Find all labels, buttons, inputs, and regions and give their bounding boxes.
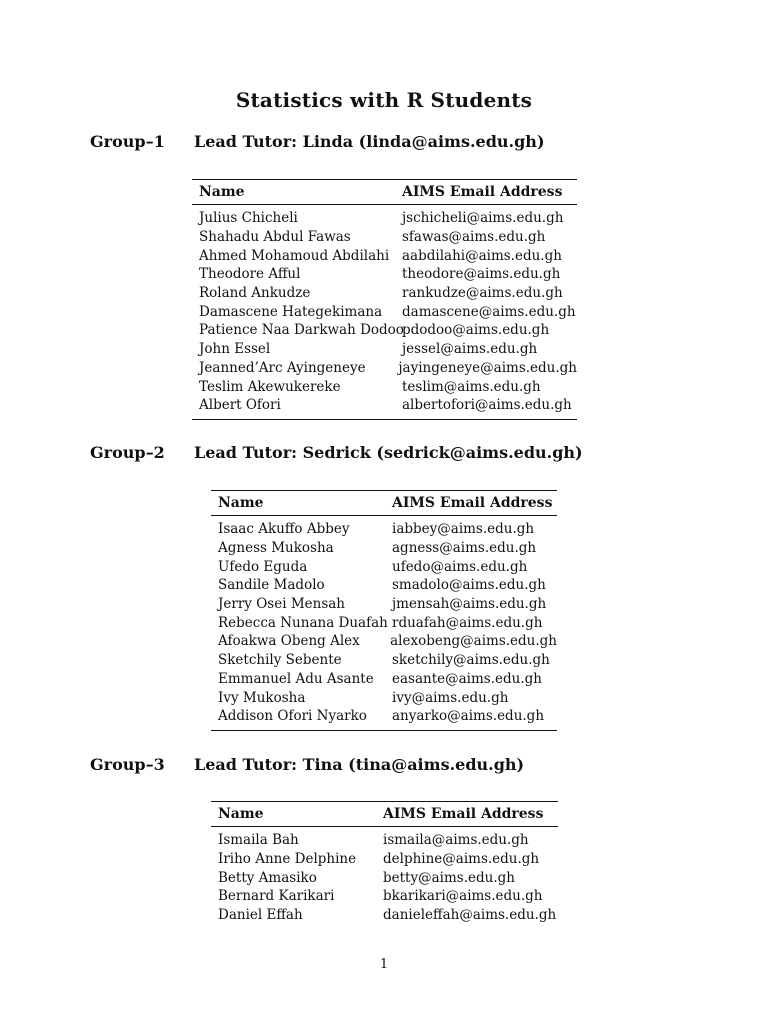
student-name: Shahadu Abdul Fawas: [199, 229, 351, 246]
table-row: [211, 576, 557, 595]
student-email: jmensah@aims.edu.gh: [392, 596, 547, 613]
group-1-tutor: Lead Tutor: Linda (linda@aims.edu.gh): [194, 132, 545, 151]
student-email: ivy@aims.edu.gh: [392, 689, 509, 706]
table-row: [211, 868, 558, 887]
table-header: [211, 491, 557, 515]
column-header-name: Name: [218, 806, 264, 822]
student-email: anyarko@aims.edu.gh: [392, 708, 545, 725]
student-email: delphine@aims.edu.gh: [383, 851, 540, 868]
table-row: [211, 831, 558, 850]
student-email: agness@aims.edu.gh: [392, 540, 537, 557]
table-row: [192, 359, 577, 378]
student-name: Patience Naa Darkwah Dodoo: [199, 322, 404, 339]
student-email: theodore@aims.edu.gh: [402, 266, 561, 283]
student-name: Sketchily Sebente: [218, 652, 342, 669]
student-email: damascene@aims.edu.gh: [402, 303, 576, 320]
table-row: [211, 850, 558, 869]
table-row: [192, 228, 577, 247]
page-title: Statistics with R Students: [235, 88, 533, 112]
group-2-rows: [211, 516, 557, 730]
table-row: [192, 377, 577, 396]
group-3-rows: [211, 827, 558, 928]
student-name: Roland Ankudze: [199, 285, 311, 302]
table-row: [211, 539, 557, 558]
student-name: Betty Amasiko: [218, 869, 317, 886]
table-row: [211, 887, 558, 906]
student-name: Daniel Effah: [218, 907, 303, 924]
table-row: [211, 651, 557, 670]
table-row: [192, 321, 577, 340]
student-email: jayingeneye@aims.edu.gh: [398, 359, 577, 376]
column-header-name: Name: [199, 184, 245, 200]
student-name: Damascene Hategekimana: [199, 303, 383, 320]
column-header-email: AIMS Email Address: [402, 184, 563, 200]
student-name: Jeanned’Arc Ayingeneye: [199, 359, 366, 376]
group-3-tutor: Lead Tutor: Tina (tina@aims.edu.gh): [194, 755, 525, 774]
student-email: teslim@aims.edu.gh: [402, 378, 541, 395]
group-2-tutor: Lead Tutor: Sedrick (sedrick@aims.edu.gh): [194, 443, 583, 462]
student-email: aabdilahi@aims.edu.gh: [402, 247, 562, 264]
group-3-heading: [90, 755, 524, 774]
student-name: Isaac Akuffo Abbey: [218, 521, 350, 538]
student-email: sketchily@aims.edu.gh: [392, 652, 550, 669]
student-email: albertofori@aims.edu.gh: [402, 397, 572, 414]
table-row: [211, 613, 557, 632]
student-name: Theodore Afful: [199, 266, 301, 283]
student-email: sfawas@aims.edu.gh: [402, 229, 546, 246]
student-name: Iriho Anne Delphine: [218, 851, 357, 868]
student-name: Ahmed Mohamoud Abdilahi: [199, 247, 390, 264]
student-email: jessel@aims.edu.gh: [402, 341, 538, 358]
student-email: rankudze@aims.edu.gh: [402, 285, 563, 302]
table-row: [211, 670, 557, 689]
student-name: John Essel: [199, 341, 271, 358]
student-name: Julius Chicheli: [199, 210, 298, 227]
group-2-table: [211, 490, 557, 731]
group-3-table: [211, 801, 558, 928]
student-email: ismaila@aims.edu.gh: [383, 832, 529, 849]
student-email: alexobeng@aims.edu.gh: [390, 633, 557, 650]
table-header: [211, 802, 558, 826]
student-email: jschicheli@aims.edu.gh: [402, 210, 564, 227]
student-name: Albert Ofori: [199, 397, 281, 414]
student-name: Ufedo Eguda: [218, 558, 308, 575]
group-2-label: Group–2: [90, 443, 165, 462]
student-email: bkarikari@aims.edu.gh: [383, 888, 543, 905]
page-number: 1: [379, 957, 389, 972]
group-1-rows: [192, 205, 577, 419]
group-1-heading: [90, 132, 545, 151]
student-name: Jerry Osei Mensah: [218, 596, 345, 613]
student-name: Rebecca Nunana Duafah: [218, 614, 388, 631]
group-3-label: Group–3: [90, 755, 165, 774]
table-row: [192, 340, 577, 359]
table-row: [192, 302, 577, 321]
student-name: Addison Ofori Nyarko: [218, 708, 367, 725]
student-email: pdodoo@aims.edu.gh: [402, 322, 550, 339]
group-1-label: Group–1: [90, 132, 165, 151]
table-row: [211, 595, 557, 614]
table-row: [192, 265, 577, 284]
table-row: [211, 632, 557, 651]
group-2-heading: [90, 443, 583, 462]
student-name: Teslim Akewukereke: [199, 378, 341, 395]
table-row: [211, 520, 557, 539]
student-name: Bernard Karikari: [218, 888, 335, 905]
table-header: [192, 180, 577, 204]
table-row: [192, 209, 577, 228]
group-1-table: [192, 179, 577, 420]
table-row: [211, 707, 557, 726]
table-row: [211, 557, 557, 576]
column-header-email: AIMS Email Address: [392, 495, 553, 511]
table-row: [211, 906, 558, 925]
table-row: [192, 246, 577, 265]
student-email: ufedo@aims.edu.gh: [392, 558, 528, 575]
column-header-email: AIMS Email Address: [383, 806, 544, 822]
student-name: Agness Mukosha: [218, 540, 334, 557]
table-row: [192, 284, 577, 303]
student-name: Sandile Madolo: [218, 577, 325, 594]
student-email: betty@aims.edu.gh: [383, 869, 515, 886]
student-email: danieleffah@aims.edu.gh: [383, 907, 557, 924]
student-name: Ivy Mukosha: [218, 689, 306, 706]
student-email: iabbey@aims.edu.gh: [392, 521, 535, 538]
student-email: easante@aims.edu.gh: [392, 670, 542, 687]
student-name: Ismaila Bah: [218, 832, 299, 849]
table-row: [192, 396, 577, 415]
student-name: Afoakwa Obeng Alex: [218, 633, 360, 650]
student-name: Emmanuel Adu Asante: [218, 670, 374, 687]
student-email: rduafah@aims.edu.gh: [392, 614, 543, 631]
table-row: [211, 688, 557, 707]
column-header-name: Name: [218, 495, 264, 511]
student-email: smadolo@aims.edu.gh: [392, 577, 546, 594]
